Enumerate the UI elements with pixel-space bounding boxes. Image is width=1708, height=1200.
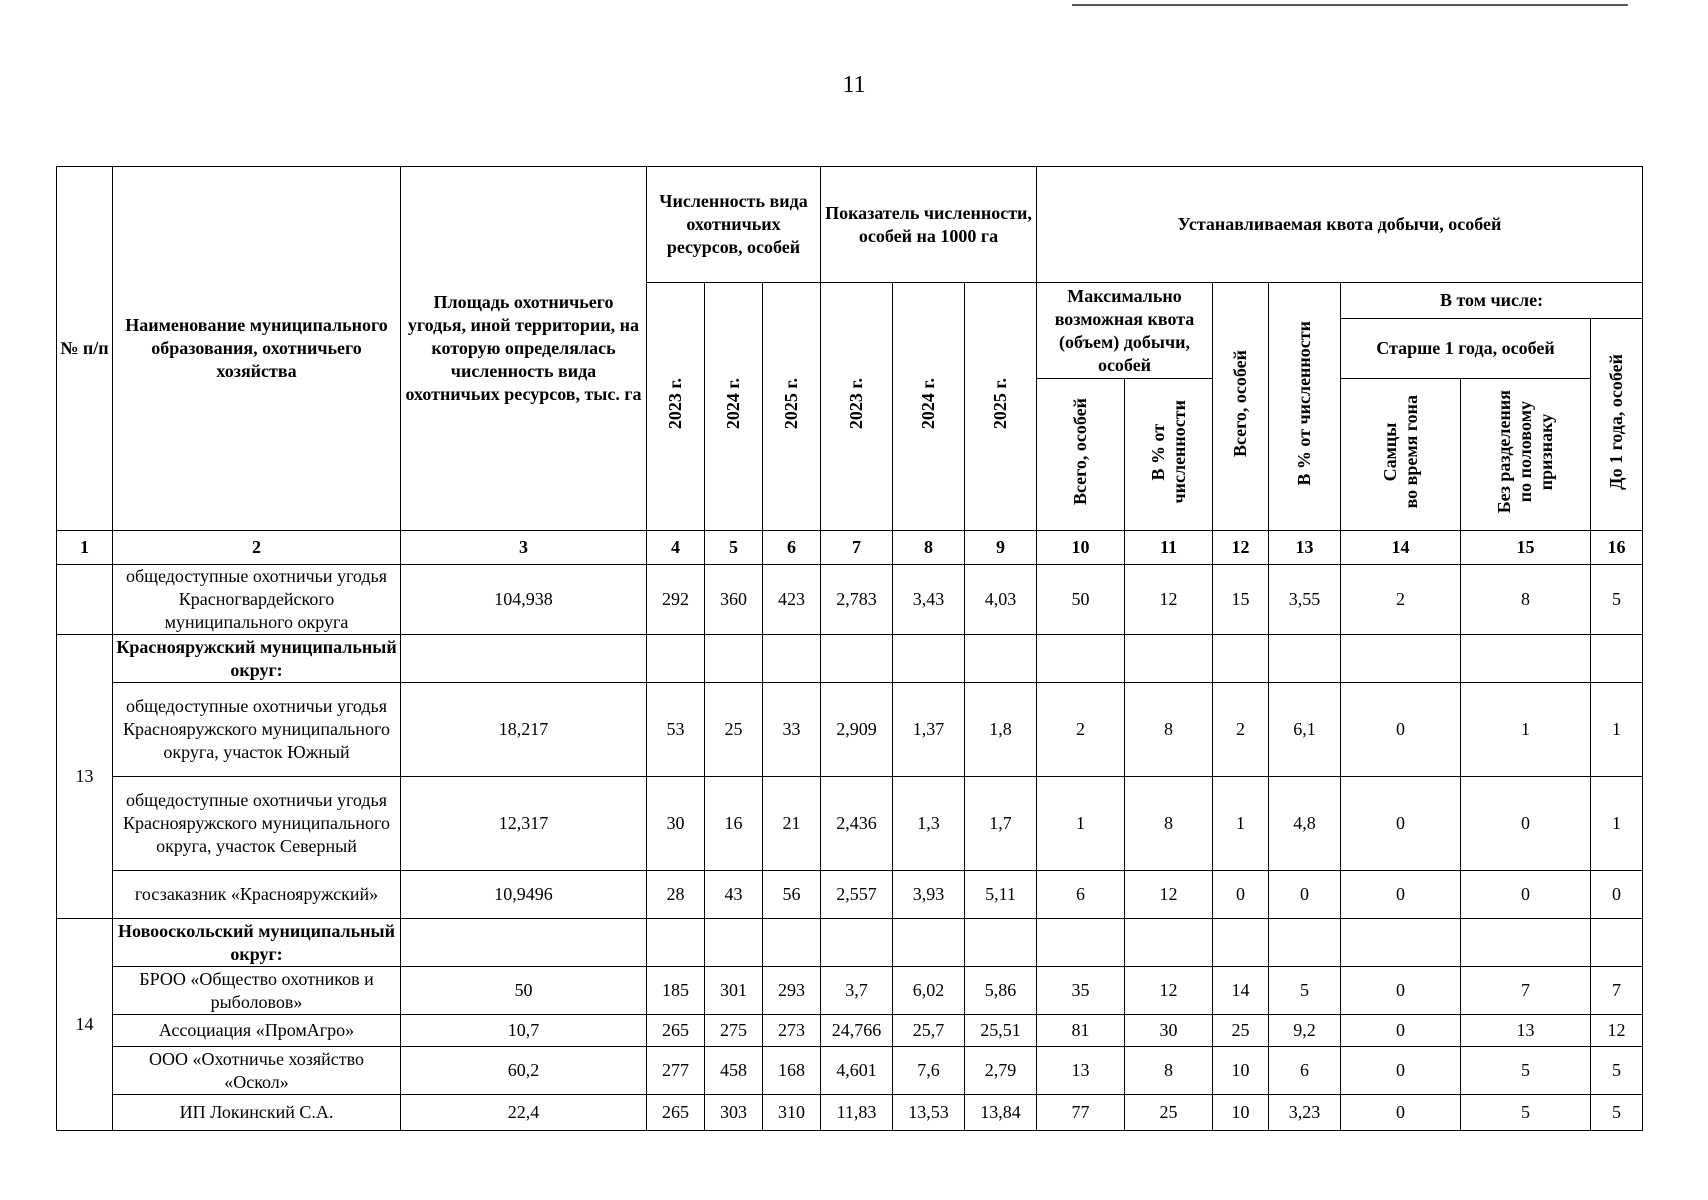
cell: 2,783 <box>821 565 893 635</box>
cell: 0 <box>1591 871 1643 919</box>
cell: 4,8 <box>1269 777 1341 871</box>
section-header-row <box>57 919 1643 967</box>
cell: 13 <box>1037 1047 1125 1095</box>
table-row <box>57 1047 1643 1095</box>
cell: 3,43 <box>893 565 965 635</box>
table-row <box>57 777 1643 871</box>
cell: 81 <box>1037 1015 1125 1047</box>
cell: 1,3 <box>893 777 965 871</box>
header-young: До 1 года, особей <box>1606 353 1626 490</box>
cell: 1 <box>1213 777 1269 871</box>
section-header-row <box>57 635 1643 683</box>
row-number: 14 <box>57 919 113 1131</box>
table-row <box>57 565 1643 635</box>
page-number: 11 <box>842 72 866 98</box>
cell: 265 <box>647 1015 705 1047</box>
cell: 35 <box>1037 967 1125 1015</box>
org-name: госзаказник «Краснояружский» <box>113 871 401 919</box>
header-quota: Устанавливаемая квота добычи, особей <box>1037 167 1643 283</box>
row-number <box>57 565 113 635</box>
table-row <box>57 1015 1643 1047</box>
cell: 28 <box>647 871 705 919</box>
cell: 293 <box>763 967 821 1015</box>
cell: 1,7 <box>965 777 1037 871</box>
header-rule <box>1072 4 1628 6</box>
header-max-total: Всего, особей <box>1070 397 1090 506</box>
cell: 21 <box>763 777 821 871</box>
cell: 25 <box>1213 1015 1269 1047</box>
cell: 303 <box>705 1095 763 1131</box>
cell: 292 <box>647 565 705 635</box>
cell: 5 <box>1461 1095 1591 1131</box>
cell: 8 <box>1125 777 1213 871</box>
header-density: Показатель численности, особей на 1000 га <box>821 167 1037 283</box>
cell: 2,557 <box>821 871 893 919</box>
table-row <box>57 871 1643 919</box>
cell: 2 <box>1037 683 1125 777</box>
header-max-quota: Максимально возможная квота (объем) добычи, особей <box>1037 283 1213 379</box>
cell: 60,2 <box>401 1047 647 1095</box>
cell: 6,1 <box>1269 683 1341 777</box>
cell: 5 <box>1269 967 1341 1015</box>
cell: 3,55 <box>1269 565 1341 635</box>
org-name: общедоступные охотничьи угодья Краснояружского муниципального округа, участок Северный <box>113 777 401 871</box>
header-den-2023: 2023 г. <box>846 377 866 430</box>
colnum: 16 <box>1591 531 1643 565</box>
cell: 5 <box>1591 1095 1643 1131</box>
cell: 0 <box>1341 871 1461 919</box>
cell: 3,93 <box>893 871 965 919</box>
cell: 25 <box>705 683 763 777</box>
cell: 3,23 <box>1269 1095 1341 1131</box>
cell: 14 <box>1213 967 1269 1015</box>
cell: 0 <box>1213 871 1269 919</box>
colnum: 5 <box>705 531 763 565</box>
cell: 13,84 <box>965 1095 1037 1131</box>
cell: 1 <box>1037 777 1125 871</box>
table-row <box>57 683 1643 777</box>
column-number-row <box>57 531 1643 565</box>
cell: 0 <box>1341 1095 1461 1131</box>
cell: 310 <box>763 1095 821 1131</box>
cell: 50 <box>401 967 647 1015</box>
cell: 2,909 <box>821 683 893 777</box>
cell: 25,7 <box>893 1015 965 1047</box>
org-name: ИП Локинский С.А. <box>113 1095 401 1131</box>
cell: 6,02 <box>893 967 965 1015</box>
cell: 7 <box>1461 967 1591 1015</box>
cell: 13 <box>1461 1015 1591 1047</box>
cell: 275 <box>705 1015 763 1047</box>
cell: 10,9496 <box>401 871 647 919</box>
cell: 1 <box>1461 683 1591 777</box>
header-quota-pct: В % от численности <box>1294 321 1314 486</box>
cell: 301 <box>705 967 763 1015</box>
cell: 13,53 <box>893 1095 965 1131</box>
colnum: 2 <box>113 531 401 565</box>
section-title: Новооскольский муниципальный округ: <box>113 919 401 967</box>
cell: 0 <box>1461 871 1591 919</box>
header-area: Площадь охотничьего угодья, иной территории, на которую определялась численность вида охотничьих ресурсов, тыс. га <box>401 167 647 531</box>
cell: 56 <box>763 871 821 919</box>
cell: 5 <box>1461 1047 1591 1095</box>
colnum: 12 <box>1213 531 1269 565</box>
cell: 53 <box>647 683 705 777</box>
cell: 18,217 <box>401 683 647 777</box>
cell: 168 <box>763 1047 821 1095</box>
cell: 12 <box>1591 1015 1643 1047</box>
cell: 360 <box>705 565 763 635</box>
cell: 6 <box>1037 871 1125 919</box>
cell: 9,2 <box>1269 1015 1341 1047</box>
cell: 0 <box>1341 1015 1461 1047</box>
cell: 12 <box>1125 967 1213 1015</box>
cell: 50 <box>1037 565 1125 635</box>
cell: 185 <box>647 967 705 1015</box>
cell: 0 <box>1461 777 1591 871</box>
header-quota-total: Всего, особей <box>1230 349 1250 458</box>
header-den-2024: 2024 г. <box>918 377 938 430</box>
cell: 8 <box>1461 565 1591 635</box>
cell: 5,11 <box>965 871 1037 919</box>
cell: 10,7 <box>401 1015 647 1047</box>
org-name: Ассоциация «ПромАгро» <box>113 1015 401 1047</box>
table-row <box>57 967 1643 1015</box>
cell: 11,83 <box>821 1095 893 1131</box>
colnum: 7 <box>821 531 893 565</box>
cell: 1 <box>1591 683 1643 777</box>
cell: 6 <box>1269 1047 1341 1095</box>
colnum: 3 <box>401 531 647 565</box>
cell: 24,766 <box>821 1015 893 1047</box>
cell: 5 <box>1591 1047 1643 1095</box>
cell: 33 <box>763 683 821 777</box>
header-no: № п/п <box>57 167 113 531</box>
cell: 43 <box>705 871 763 919</box>
colnum: 15 <box>1461 531 1591 565</box>
cell: 2 <box>1213 683 1269 777</box>
colnum: 11 <box>1125 531 1213 565</box>
cell: 1,8 <box>965 683 1037 777</box>
table-row <box>57 1095 1643 1131</box>
cell: 1 <box>1591 777 1643 871</box>
cell: 25,51 <box>965 1015 1037 1047</box>
cell: 0 <box>1341 1047 1461 1095</box>
org-name: общедоступные охотничьи угодья Краснояружского муниципального округа, участок Южный <box>113 683 401 777</box>
header-pop-2024: 2024 г. <box>723 377 743 430</box>
colnum: 10 <box>1037 531 1125 565</box>
cell: 8 <box>1125 683 1213 777</box>
cell: 277 <box>647 1047 705 1095</box>
cell: 2 <box>1341 565 1461 635</box>
header-including: В том числе: <box>1341 283 1643 319</box>
colnum: 13 <box>1269 531 1341 565</box>
org-name: БРОО «Общество охотников и рыболовов» <box>113 967 401 1015</box>
colnum: 1 <box>57 531 113 565</box>
cell: 30 <box>1125 1015 1213 1047</box>
quota-table <box>56 166 1643 1131</box>
header-name: Наименование муниципального образования, охотничьего хозяйства <box>113 167 401 531</box>
cell: 104,938 <box>401 565 647 635</box>
row-number: 13 <box>57 635 113 919</box>
colnum: 9 <box>965 531 1037 565</box>
cell: 30 <box>647 777 705 871</box>
cell: 458 <box>705 1047 763 1095</box>
header-pop-2023: 2023 г. <box>665 377 685 430</box>
colnum: 8 <box>893 531 965 565</box>
cell: 5,86 <box>965 967 1037 1015</box>
cell: 7,6 <box>893 1047 965 1095</box>
cell: 12,317 <box>401 777 647 871</box>
cell: 0 <box>1269 871 1341 919</box>
cell: 12 <box>1125 565 1213 635</box>
cell: 7 <box>1591 967 1643 1015</box>
cell: 0 <box>1341 777 1461 871</box>
cell: 4,03 <box>965 565 1037 635</box>
header-max-pct: В % от численности <box>1147 399 1189 504</box>
cell: 3,7 <box>821 967 893 1015</box>
cell: 4,601 <box>821 1047 893 1095</box>
cell: 2,436 <box>821 777 893 871</box>
section-title: Краснояружский муниципальный округ: <box>113 635 401 683</box>
cell: 0 <box>1341 683 1461 777</box>
cell: 25 <box>1125 1095 1213 1131</box>
cell: 77 <box>1037 1095 1125 1131</box>
cell: 16 <box>705 777 763 871</box>
cell: 265 <box>647 1095 705 1131</box>
cell: 423 <box>763 565 821 635</box>
header-males: Самцы во время гона <box>1379 394 1421 509</box>
header-population: Численность вида охотничьих ресурсов, особей <box>647 167 821 283</box>
cell: 5 <box>1591 565 1643 635</box>
cell: 10 <box>1213 1047 1269 1095</box>
header-nosex: Без разделения по половому признаку <box>1494 389 1556 514</box>
cell: 22,4 <box>401 1095 647 1131</box>
colnum: 14 <box>1341 531 1461 565</box>
colnum: 6 <box>763 531 821 565</box>
cell: 2,79 <box>965 1047 1037 1095</box>
cell: 1,37 <box>893 683 965 777</box>
org-name: ООО «Охотничье хозяйство «Оскол» <box>113 1047 401 1095</box>
cell: 12 <box>1125 871 1213 919</box>
header-older: Старше 1 года, особей <box>1341 319 1591 379</box>
colnum: 4 <box>647 531 705 565</box>
cell: 273 <box>763 1015 821 1047</box>
org-name: общедоступные охотничьи угодья Красногвардейского муниципального округа <box>113 565 401 635</box>
cell: 0 <box>1341 967 1461 1015</box>
header-pop-2025: 2025 г. <box>781 377 801 430</box>
header-den-2025: 2025 г. <box>990 377 1010 430</box>
cell: 10 <box>1213 1095 1269 1131</box>
cell: 15 <box>1213 565 1269 635</box>
cell: 8 <box>1125 1047 1213 1095</box>
